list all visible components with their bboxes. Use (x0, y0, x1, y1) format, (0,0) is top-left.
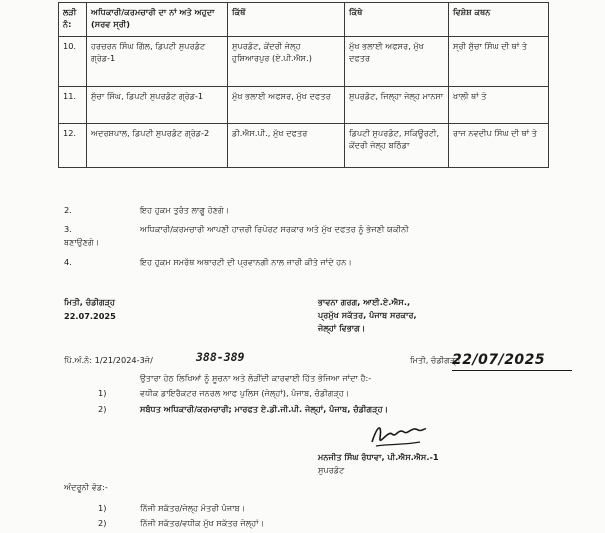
cell-to: ਸੁਪਰਡੰਟ, ਜਿਲ੍ਹਾ ਜੇਲ੍ਹ ਮਾਨਸਾ (345, 87, 449, 124)
endorsement-item-number: 2) (98, 404, 107, 414)
signatory-title: ਪ੍ਰਮੁੱਖ ਸਕੱਤਰ, ਪੰਜਾਬ ਸਰਕਾਰ, (318, 310, 417, 320)
endorsement-signatory-title: ਸੁਪਰਡੰਟ (318, 465, 345, 475)
table-row (59, 87, 549, 124)
endorsement-date-label: ਮਿਤੀ, ਚੰਡੀਗੜ੍ਹ (410, 355, 461, 365)
endorsement-date-handwritten: 22/07/2025 (452, 352, 546, 368)
point-number: 4. (64, 257, 72, 267)
transfer-table (58, 2, 549, 168)
cell-from: ਮੁੱਖ ਭਲਾਈ ਅਫਸਰ, ਮੁੱਖ ਦਫਤਰ (228, 87, 345, 124)
date-underline (452, 370, 572, 371)
internal-item-number: 1) (98, 503, 107, 513)
cell-name: ਅਦਰਸ਼ਪਾਲ, ਡਿਪਟੀ ਸੁਪਰਡੰਟ ਗ੍ਰੇਡ-2 (87, 124, 228, 168)
point-text: ਇਹ ਹੁਕਮ ਤੁਰੰਤ ਲਾਗੂ ਹੋਣਗੇ। (140, 205, 230, 215)
endorsement-ref-prefix: ਪਿੱ.ਅੰ.ਨੰ: 1/21/2024-3ਜੇ/ (64, 355, 153, 365)
endorsement-item-text: ਵਧੀਕ ਡਾਇਰੈਕਟਰ ਜਨਰਲ ਆਫ ਪੁਲਿਸ (ਜੇਲ੍ਹਾਂ), ਪੰਜਾਬ, ਚੰਡੀਗੜ੍ਹ। (140, 388, 350, 398)
cell-serial: 12. (59, 124, 87, 168)
cell-to: ਮੁੱਖ ਭਲਾਈ ਅਫਸਰ, ਮੁੱਖ ਦਫਤਰ (345, 37, 449, 87)
point-text-continued: ਬਣਾਉਣਗੇ। (64, 237, 100, 247)
header-serial: ਲੜੀ ਨੰ: (59, 3, 87, 37)
endorsement-intro: ਉਤਾਰਾ ਹੇਠ ਲਿਖਿਆਂ ਨੂੰ ਸੂਚਨਾ ਅਤੇ ਲੋੜੀਂਦੀ ਕਾਰਵਾਈ ਹਿੱਤ ਭੇਜਿਆ ਜਾਂਦਾ ਹੈ:- (140, 373, 372, 383)
cell-serial: 10. (59, 37, 87, 87)
cell-from: ਡੀ.ਐਸ.ਪੀ., ਮੁੱਖ ਦਫਤਰ (228, 124, 345, 168)
endorsement-ref-number: 388-389 (196, 350, 245, 364)
table-header-row (59, 3, 549, 37)
point-number: 2. (64, 205, 72, 215)
internal-item-text: ਨਿੱਜੀ ਸਕੱਤਰ/ਵਧੀਕ ਮੁੱਖ ਸਕੱਤਰ ਜੇਲ੍ਹਾਂ। (140, 518, 265, 528)
internal-item-number: 2) (98, 518, 107, 528)
signatory-dept: ਜੇਲ੍ਹਾਂ ਵਿਭਾਗ। (318, 323, 366, 333)
table-row (59, 124, 549, 168)
header-name: ਅਧਿਕਾਰੀ/ਕਰਮਚਾਰੀ ਦਾ ਨਾਂ ਅਤੇ ਅਹੁਦਾ (ਸਰਵ ਸ੍ਰੀ) (87, 3, 228, 37)
cell-remarks: ਸ੍ਰੀ ਸੁੱਚਾ ਸਿੰਘ ਦੀ ਥਾਂ ਤੇ (449, 37, 549, 87)
cell-remarks: ਰਾਜ ਨਵਦੀਪ ਸਿੰਘ ਦੀ ਥਾਂ ਤੇ (449, 124, 549, 168)
cell-name: ਹਰਚਰਨ ਸਿੰਘ ਗਿੱਲ, ਡਿਪਟੀ ਸੁਪਰਡੰਟ ਗ੍ਰੇਡ-1 (87, 37, 228, 87)
place-label: ਮਿਤੀ, ਚੰਡੀਗੜ੍ਹ (64, 297, 116, 307)
signatory-name: ਭਾਵਨਾ ਗਰਗ, ਆਈ.ਏ.ਐਸ., (318, 297, 411, 307)
cell-to: ਡਿਪਟੀ ਸੁਪਰਡੰਟ, ਸਕਿਊਰਟੀ, ਕੇਂਦਰੀ ਜੇਲ੍ਹ ਬਠਿੰਡਾ (345, 124, 449, 168)
cell-name: ਸੁੱਚਾ ਸਿੰਘ, ਡਿਪਟੀ ਸੁਪਰਡੰਟ ਗ੍ਰੇਡ-1 (87, 87, 228, 124)
point-number: 3. (64, 224, 72, 234)
header-from: ਕਿੱਥੋਂ (228, 3, 345, 37)
point-text: ਇਹ ਹੁਕਮ ਸਮਰੱਥ ਅਥਾਰਟੀ ਦੀ ਪ੍ਰਵਾਨਗੀ ਨਾਲ ਜਾਰੀ ਕੀਤੇ ਜਾਂਦੇ ਹਨ। (140, 257, 352, 267)
internal-heading: ਅੰਦਰੂਨੀ ਵੰਡ:- (64, 482, 108, 492)
header-remarks: ਵਿਸ਼ੇਸ਼ ਕਥਨ (449, 3, 549, 37)
internal-item-text: ਨਿੱਜੀ ਸਕੱਤਰ/ਜੇਲ੍ਹ ਮੰਤਰੀ ਪੰਜਾਬ। (140, 503, 246, 513)
cell-serial: 11. (59, 87, 87, 124)
handwritten-signature (368, 420, 428, 452)
endorsement-signatory-name: ਮਨਜੀਤ ਸਿੰਘ ਰੰਧਾਵਾ, ਪੀ.ਐਸ.ਐਸ.-1 (318, 452, 439, 462)
point-text: ਅਧਿਕਾਰੀ/ਕਰਮਚਾਰੀ ਆਪਣੀ ਹਾਜ਼ਰੀ ਰਿਪੋਰਟ ਸਰਕਾਰ ਅਤੇ ਮੁੱਖ ਦਫਤਰ ਨੂੰ ਭੇਜਣੀ ਯਕੀਨੀ (140, 224, 409, 234)
order-date: 22.07.2025 (64, 311, 116, 321)
endorsement-item-text: ਸਬੰਧਤ ਅਧਿਕਾਰੀ/ਕਰਮਚਾਰੀ; ਮਾਰਫਤ ਏ.ਡੀ.ਜੀ.ਪੀ. ਜੇਲ੍ਹਾਂ, ਪੰਜਾਬ, ਚੰਡੀਗੜ੍ਹ। (140, 404, 389, 414)
header-to: ਕਿੱਥੇ (345, 3, 449, 37)
cell-from: ਸੁਪਰਡੰਟ, ਕੇਂਦਰੀ ਜੇਲ੍ਹ ਹੁਸ਼ਿਆਰਪੁਰ (ਏ.ਪੀ.ਐਸ.) (228, 37, 345, 87)
endorsement-item-number: 1) (98, 388, 107, 398)
table-row (59, 37, 549, 87)
cell-remarks: ਖਾਲੀ ਥਾਂ ਤੇ (449, 87, 549, 124)
